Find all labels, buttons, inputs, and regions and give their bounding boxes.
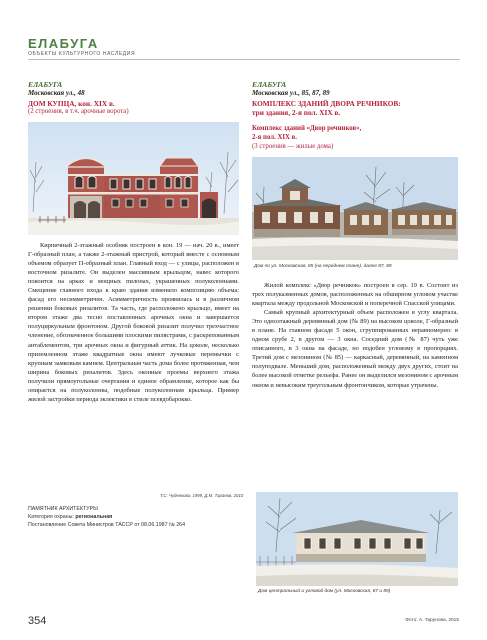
monument-info (28, 505, 248, 529)
left-object-note: (2 строения, в т.ч. арочные ворота) (28, 108, 129, 115)
right-sub-2: 2-я пол. XIX в. (252, 134, 298, 141)
photo-rechnikov-houses (252, 157, 458, 260)
photo-corner-house (256, 492, 458, 586)
right-paragraph-1: Жилой комплекс «Двор речников» построен в сер. 19 в. Состоит из трех полуказменных домов, расположенных на обширном угловом участке квартала между продольной Московской и поперечной Спасской улицами. (252, 282, 458, 308)
right-city: ЕЛАБУГА (252, 80, 287, 89)
right-sub-3: (3 строения — жилые дома) (252, 143, 334, 150)
photo-3-caption: Дом центральный и угловой дом (ул. Московская, 87 и 89) (258, 589, 391, 594)
left-article-body (28, 241, 239, 404)
left-street: Московская ул., 48 (28, 89, 85, 97)
photo-credit: Фото: А. Тарунова, 2015 (405, 618, 459, 623)
author-credit: Т.С. Чуденкова, 1999, Д.М. Таранов, 2010 (160, 493, 244, 498)
header-divider (28, 59, 460, 60)
decree: Постановление Совета Министров ТАССР от 08.06.1987 № 264 (28, 522, 186, 528)
left-city: ЕЛАБУГА (28, 80, 63, 89)
right-article-body (252, 281, 458, 390)
left-paragraph: Кирпичный 2-этажный особняк построен в кон. 19 — нач. 20 в., имеет Г-образный план, а также 2-этажный пристрой, который вместе с основным объемом образует П-образный план. Главный вход — с улицы, расположен в восточном ризалите. Он выделен массивным крыльцом, навес которого покоится на арках и мощных пилонах, украшенных полуколоннами. Смещение главного входа к краю здания изменило композицию объема: фасад его несимметричен. Асимметричность проявилась и в различном решении боковых ризалитов. Та часть, где расположено крыльцо, имеет на втором этаже два тесно поставленных арочных окна и завершается полуциркульным фронтоном. Другой боковой ризалит получил трехчастное членение, обозначенное большими плоскими пилястрами, с раскрепованным антаблементом, три арочных окна и фигурный аттик. На цоколе, несколько приземленном этаже квадратные окна имеют лучковые перемычки с крупным замковым камнем. Центральная часть дома более протяженная, чем ширина боковых ризалитов. Здесь оконные проемы верхнего этажа получили прямоугольные очертания и единое обрамление, которое как бы опирается на полуколонны, подобные полуколоннам крыльца. Пример жилой застройки периода эклектики в стиле псевдобарокко. (28, 242, 239, 403)
protection-category: Категория охраны: региональная (28, 514, 113, 520)
right-object-title: КОМПЛЕКС ЗДАНИЙ ДВОРА РЕЧНИКОВ: (252, 99, 401, 108)
monument-type: ПАМЯТНИК АРХИТЕКТУРЫ (28, 506, 98, 512)
section-subtitle: ОБЪЕКТЫ КУЛЬТУРНОГО НАСЛЕДИЯ (28, 51, 136, 57)
page-number: 354 (28, 615, 47, 627)
right-sub-1: Комплекс зданий «Двор речников», (252, 125, 362, 132)
right-paragraph-2: Самый крупный архитектурный объем расположен в углу квартала. Это одноэтажный деревянный дом (№ 89) на высоком цоколе, Г-образный в плане. На главном фасаде 5 окон, сгруппированных неравномерно: в одном срубе 2, в другом — 3 окна. Соседний дом (№ 87) чуть уже описанного, в 3 окна на фасаде, но подобен угловому в пропорциях. Третий дом с мезонином (№ 85) — каркасный, деревянный, на каменном полуподвале. Меньший дом, расположенный между двух других, стоит на более высокой отметке рельефа. Ранее он выделился мезонином с арочным окном и невысоким треугольным фронтончиком, которые утрачены. (252, 309, 458, 389)
right-object-title-2: три здания, 2-я пол. XIX в. (252, 108, 341, 117)
section-title: ЕЛАБУГА (28, 36, 99, 51)
left-object-title: ДОМ КУПЦА, кон. XIX в. (28, 99, 115, 108)
right-street: Московская ул., 85, 87, 89 (252, 89, 330, 97)
photo-merchant-house (28, 122, 239, 235)
photo-2-caption: Дом по ул. Московская, 85 (на переднем плане), далее 87, 89 (254, 264, 392, 269)
